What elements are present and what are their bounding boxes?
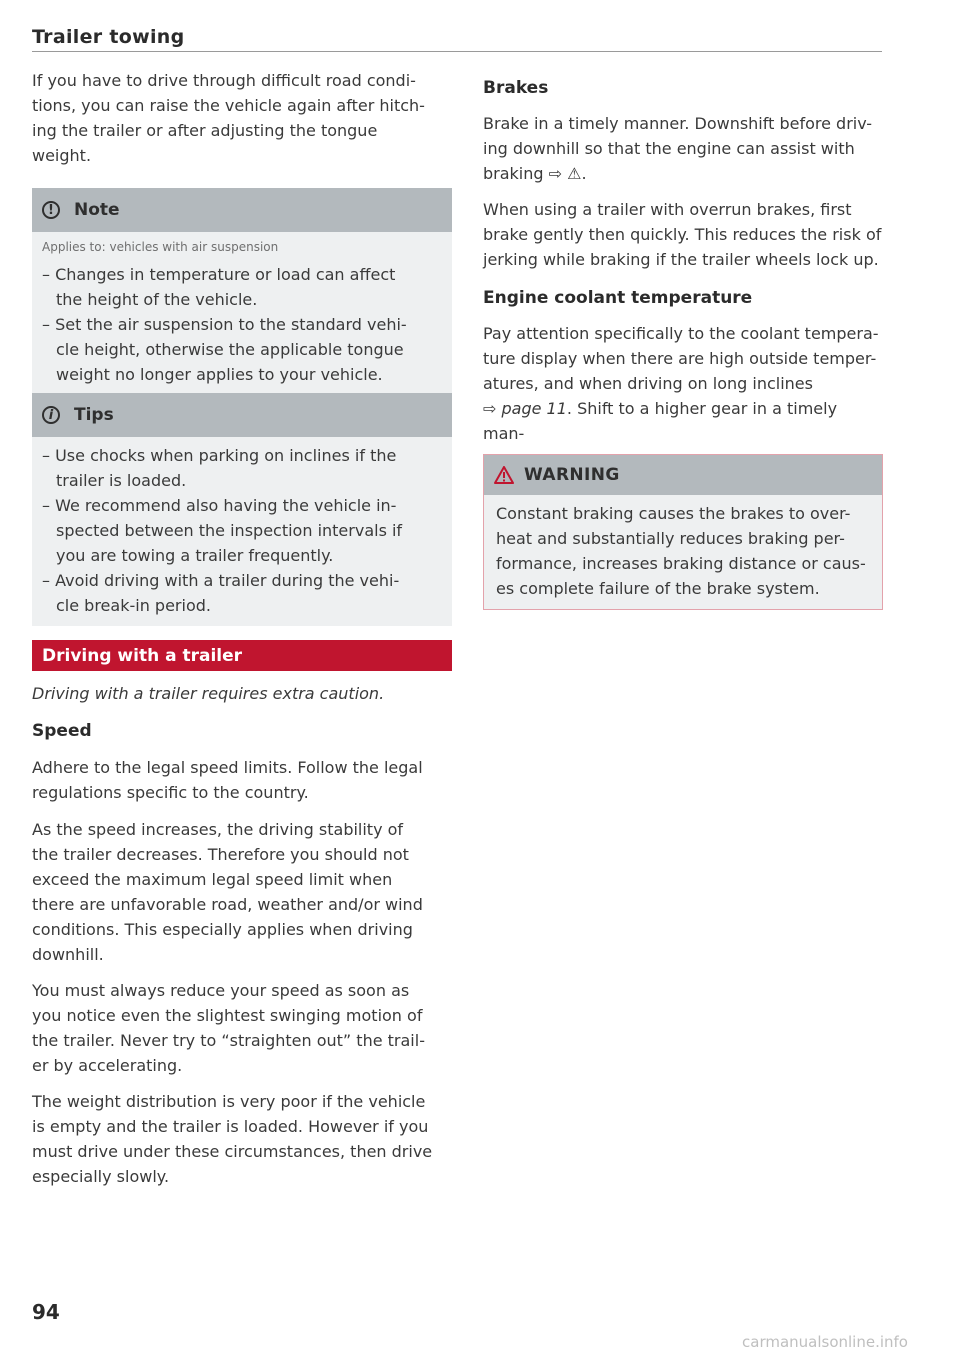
exclamation-circle-icon: !	[42, 201, 60, 219]
brakes-paragraph: When using a trailer with overrun brakes, first brake gently then quickly. This reduces the risk of jerking while braking if the trailer wheels lock up.	[483, 200, 882, 269]
speed-heading: Speed	[32, 721, 92, 741]
warning-text: Constant braking causes the brakes to over- heat and substantially reduces braking per- formance, increases braking distance or caus- es complete failure of the brake system.	[484, 495, 882, 609]
coolant-paragraph-tail: . Shift to a higher gear in a timely man-	[483, 399, 838, 443]
page-number: 94	[32, 1300, 60, 1324]
note-box-body	[32, 232, 452, 395]
coolant-heading: Engine coolant temperature	[483, 288, 753, 308]
note-applies-to: Applies to: vehicles with air suspension	[42, 240, 279, 254]
tips-item: – Avoid driving with a trailer during the vehi- cle break-in period.	[42, 571, 400, 615]
intro-paragraph: If you have to drive through difficult road condi- tions, you can raise the vehicle again after hitch- ing the trailer or after adjusting the tongue weight.	[32, 71, 425, 165]
warning-box-header	[484, 455, 882, 495]
tips-title: Tips	[74, 405, 114, 425]
coolant-paragraph: Pay attention specifically to the coolant tempera- ture display when there are high outside temper- atures, and when driving on long inclines	[483, 324, 879, 393]
brakes-paragraph: Brake in a timely manner. Downshift before driv- ing downhill so that the engine can assist with braking ⇨ ⚠.	[483, 114, 873, 183]
speed-paragraph: Adhere to the legal speed limits. Follow the legal regulations specific to the country.	[32, 758, 423, 802]
note-box	[32, 188, 452, 395]
warning-title: WARNING	[524, 465, 620, 485]
tips-box	[32, 393, 452, 626]
note-item: – Set the air suspension to the standard vehi- cle height, otherwise the applicable tongue weight no longer applies to your vehicle.	[42, 315, 407, 384]
header-divider	[32, 51, 882, 52]
info-circle-icon: i	[42, 406, 60, 424]
speed-paragraph: As the speed increases, the driving stability of the trailer decreases. Therefore you should not exceed the maximum legal speed limit when there are unfavorable road, weather and/or wind conditions. This especially applies when driving downhill.	[32, 820, 423, 964]
section-intro: Driving with a trailer requires extra caution.	[32, 684, 385, 703]
speed-paragraph: The weight distribution is very poor if the vehicle is empty and the trailer is loaded. However if you must drive under these circumstances, then drive especially slowly.	[32, 1092, 433, 1186]
section-banner	[32, 640, 452, 671]
warning-triangle-icon	[494, 466, 514, 484]
tips-box-body	[32, 437, 452, 626]
speed-paragraph: You must always reduce your speed as soon as you notice even the slightest swinging motion of the trailer. Never try to “straighten out” the trail- er by accelerating.	[32, 981, 425, 1075]
section-title: Driving with a trailer	[42, 645, 243, 666]
page-reference-link[interactable]: ⇨ page 11	[483, 399, 567, 418]
tips-item: – We recommend also having the vehicle in- spected between the inspection intervals if you are towing a trailer frequently.	[42, 496, 403, 565]
page-header-title: Trailer towing	[32, 26, 185, 48]
tips-box-header	[32, 393, 452, 437]
note-box-header	[32, 188, 452, 232]
note-title: Note	[74, 200, 120, 220]
warning-box	[483, 454, 883, 610]
brakes-heading: Brakes	[483, 78, 549, 98]
tips-item: – Use chocks when parking on inclines if the trailer is loaded.	[42, 446, 397, 490]
note-item: – Changes in temperature or load can affect the height of the vehicle.	[42, 265, 396, 309]
watermark: carmanualsonline.info	[742, 1333, 908, 1351]
